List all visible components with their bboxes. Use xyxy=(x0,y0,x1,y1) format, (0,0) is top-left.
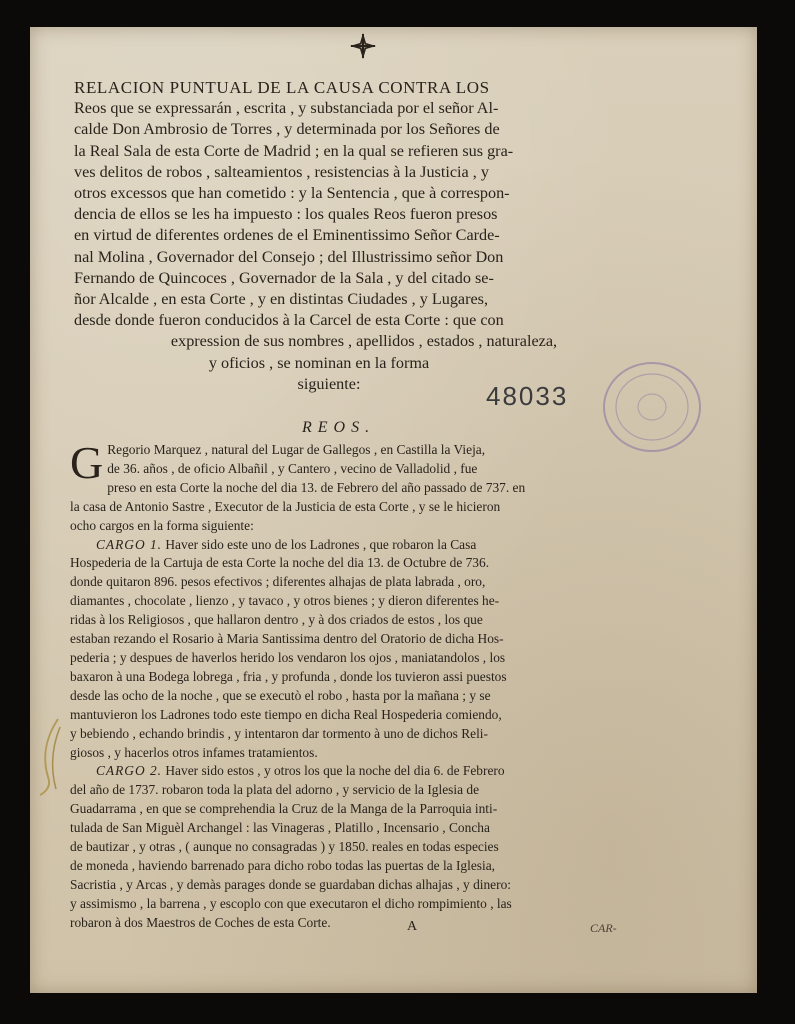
catalog-number: 48033 xyxy=(486,381,569,411)
title-line: en virtud de diferentes ordenes de el Eminentissimo Señor Carde- xyxy=(74,226,500,245)
text-line: diamantes , chocolate , lienzo , y tavaco , y otros bienes ; y dieron diferentes he- xyxy=(70,593,500,609)
document-page xyxy=(30,27,757,993)
title-line: desde donde fueron conducidos à la Carcel de esta Corte : que con xyxy=(74,311,504,330)
text-line: pederia ; y despues de haverlos herido los vendaron los ojos , maniatandolos , los xyxy=(70,649,506,665)
text-line: de bautizar , y otras , ( aunque no consagradas ) y 1850. reales en todas especies xyxy=(70,839,499,855)
text-line: Haver sido estos , y otros los que la noche del dia 6. de Febrero xyxy=(165,763,505,779)
text-line: robaron à dos Maestros de Coches de esta Corte. xyxy=(70,914,331,930)
title-line: calde Don Ambrosio de Torres , y determinada por los Señores de xyxy=(74,120,500,139)
binding-thread-icon xyxy=(38,717,64,797)
document-title xyxy=(74,77,654,395)
title-line: la Real Sala de esta Corte de Madrid ; en la qual se refieren sus gra- xyxy=(74,141,514,160)
title-line: y oficios , se nominan en la forma xyxy=(208,353,430,372)
title-line: ves delitos de robos , salteamientos , resistencias à la Justicia , y xyxy=(74,162,489,181)
title-line: dencia de ellos se les ha impuesto : los quales Reos fueron presos xyxy=(74,205,498,224)
text-line: del año de 1737. robaron toda la plata del adorno , y servicio de la Iglesia de xyxy=(70,782,480,798)
title-line: Reos que se expressarán , escrita , y substanciada por el señor Al- xyxy=(74,99,499,118)
text-line: de moneda , haviendo barrenado para dicho robo todas las puertas de la Iglesia, xyxy=(70,857,495,873)
text-line: donde quitaron 896. pesos efectivos ; diferentes alhajas de plata labrada , oro, xyxy=(70,574,486,590)
text-line: y bebiendo , echando brindis , y intentaron dar tormento à uno de dichos Reli- xyxy=(70,725,488,741)
text-line: Haver sido este uno de los Ladrones , que robaron la Casa xyxy=(165,536,477,552)
cargo-label: CARGO 1. xyxy=(96,536,163,552)
cargo-paragraph xyxy=(70,536,668,763)
title-line: RELACION PUNTUAL DE LA CAUSA CONTRA LOS xyxy=(74,78,490,97)
cargo-label: CARGO 2. xyxy=(96,763,163,779)
document-body xyxy=(70,437,668,933)
text-line: tulada de San Miguèl Archangel : las Vinageras , Platillo , Incensario , Concha xyxy=(70,820,490,836)
text-line: estaban rezando el Rosario à Maria Santissima dentro del Oratorio de dicha Hos- xyxy=(70,631,504,647)
text-line: Sacristia , y Arcas , y demàs parages donde se guardaban dichas alhajas , y dinero: xyxy=(70,876,512,892)
title-line: nal Molina , Governador del Consejo ; del Illustrissimo señor Don xyxy=(74,247,504,266)
text-line: ridas à los Religiosos , que hallaron dentro , y à dos criados de estos , los que xyxy=(70,612,483,628)
signature-mark: A xyxy=(407,919,418,934)
cargo-paragraph xyxy=(70,762,668,932)
title-line: expression de sus nombres , apellidos , estados , naturaleza, xyxy=(170,332,558,351)
text-line: de 36. años , de oficio Albañil , y Cantero , vecino de Valladolid , fue xyxy=(107,460,478,476)
title-line: Fernando de Quincoces , Governador de la Sala , y del citado se- xyxy=(74,268,494,287)
title-line: otros excessos que han cometido : y la Sentencia , que à correspon- xyxy=(74,184,510,203)
text-line: Regorio Marquez , natural del Lugar de Gallegos , en Castilla la Vieja, xyxy=(107,442,486,457)
drop-capital: G xyxy=(70,437,104,488)
text-line: preso en esta Corte la noche del dia 13. de Febrero del año passado de 737. en xyxy=(107,479,526,495)
text-line: baxaron à una Bodega lobrega , fria , y profunda , donde los tuvieron assi puestos xyxy=(70,668,507,684)
catchword: CAR- xyxy=(590,921,617,935)
text-line: giosos , y hacerlos otros infames tratamientos. xyxy=(70,744,318,760)
title-line: siguiente: xyxy=(297,374,361,393)
section-heading: REOS. xyxy=(302,419,376,436)
title-line: ñor Alcalde , en esta Corte , y en distintas Ciudades , y Lugares, xyxy=(74,290,489,309)
maltese-cross-icon xyxy=(348,31,378,61)
text-line: desde las ocho de la noche , que se executò el robo , hasta por la mañana ; y se xyxy=(70,687,491,703)
text-line: mantuvieron los Ladrones todo este tiempo en dicha Real Hospederia comiendo, xyxy=(70,706,502,722)
text-line: la casa de Antonio Sastre , Executor de la Justicia de esta Corte , y se le hicieron xyxy=(70,498,501,514)
intro-paragraph xyxy=(70,437,668,536)
text-line: Guadarrama , en que se comprehendia la Cruz de la Manga de la Parroquia inti- xyxy=(70,801,498,817)
text-line: y assimismo , la barrena , y escoplo con que executaron el dicho rompimiento , las xyxy=(70,895,512,911)
text-line: ocho cargos en la forma siguiente: xyxy=(70,517,254,533)
text-line: Hospederia de la Cartuja de esta Corte la noche del dia 13. de Octubre de 736. xyxy=(70,555,490,571)
